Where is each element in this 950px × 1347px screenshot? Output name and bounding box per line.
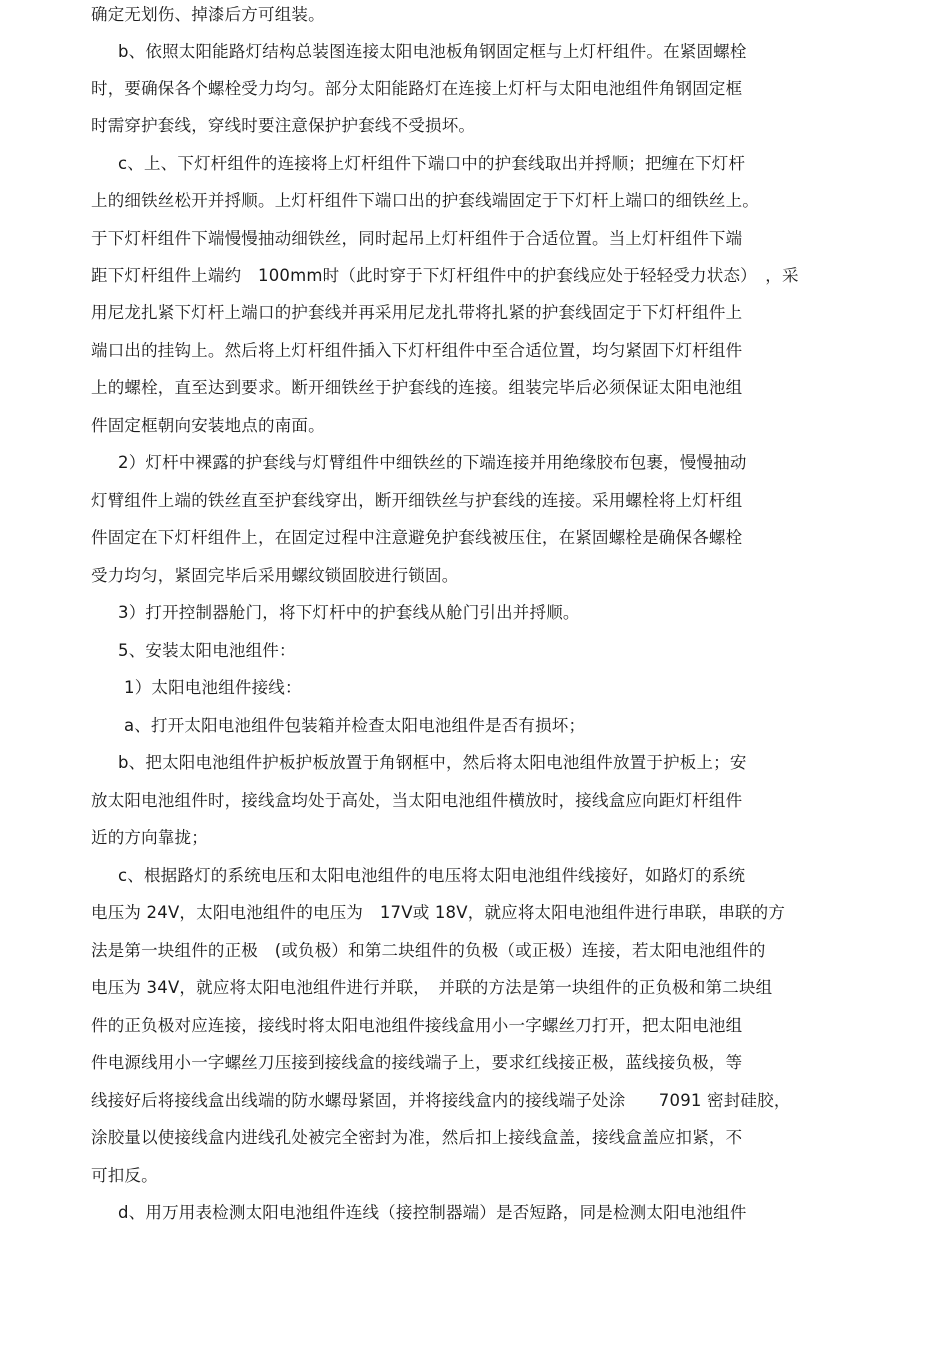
text-line: 可扣反。 xyxy=(91,1166,158,1185)
text-line: 时，要确保各个螺栓受力均匀。部分太阳能路灯在连接上灯杆与太阳电池组件角钢固定框 xyxy=(91,79,743,98)
section-heading: 5、安装太阳电池组件： xyxy=(118,641,296,660)
text-line: 线接好后将接线盒出线端的防水螺母紧固，并将接线盒内的接线端子处涂 7091 密封硅胶， xyxy=(91,1091,791,1110)
text-line: 法是第一块组件的正极 (或负极）和第二块组件的负极（或正极）连接，若太阳电池组件的 xyxy=(91,941,766,960)
text-line: 3）打开控制器舱门，将下灯杆中的护套线从舱门引出并捋顺。 xyxy=(118,603,580,622)
text-line: 于下灯杆组件下端慢慢抽动细铁丝，同时起吊上灯杆组件于合适位置。当上灯杆组件下端 xyxy=(91,229,743,248)
text-line: 件电源线用小一字螺丝刀压接到接线盒的接线端子上，要求红线接正极，蓝线接负极，等 xyxy=(91,1053,743,1072)
text-line: 近的方向靠拢； xyxy=(91,828,208,847)
text-line: 时需穿护套线，穿线时要注意保护护套线不受损坏。 xyxy=(91,116,476,135)
text-line: 上的细铁丝松开并捋顺。上灯杆组件下端口出的护套线端固定于下灯杆上端口的细铁丝上。 xyxy=(91,191,759,210)
text-line: c、上、下灯杆组件的连接将上灯杆组件下端口中的护套线取出并捋顺；把缠在下灯杆 xyxy=(118,154,746,173)
text-line: 电压为 34V，就应将太阳电池组件进行并联， 并联的方法是第一块组件的正负极和第二块组 xyxy=(91,978,773,997)
text-line: d、用万用表检测太阳电池组件连线（接控制器端）是否短路，同是检测太阳电池组件 xyxy=(118,1203,747,1222)
text-line: 件的正负极对应连接，接线时将太阳电池组件接线盒用小一字螺丝刀打开，把太阳电池组 xyxy=(91,1016,743,1035)
text-line: 上的螺栓，直至达到要求。断开细铁丝于护套线的连接。组装完毕后必须保证太阳电池组 xyxy=(91,378,743,397)
text-line: 件固定在下灯杆组件上，在固定过程中注意避免护套线被压住，在紧固螺栓是确保各螺栓 xyxy=(91,528,743,547)
text-line: a、打开太阳电池组件包装箱并检查太阳电池组件是否有损坏； xyxy=(124,716,586,735)
text-line: 受力均匀，紧固完毕后采用螺纹锁固胶进行锁固。 xyxy=(91,566,459,585)
text-line: c、根据路灯的系统电压和太阳电池组件的电压将太阳电池组件线接好，如路灯的系统 xyxy=(118,866,746,885)
text-line: b、依照太阳能路灯结构总装图连接太阳电池板角钢固定框与上灯杆组件。在紧固螺栓 xyxy=(118,42,747,61)
text-line: 涂胶量以使接线盒内进线孔处被完全密封为准，然后扣上接线盒盖，接线盒盖应扣紧，不 xyxy=(91,1128,743,1147)
subsection-heading: 1）太阳电池组件接线： xyxy=(124,678,302,697)
text-line: 2）灯杆中裸露的护套线与灯臂组件中细铁丝的下端连接并用绝缘胶布包裹，慢慢抽动 xyxy=(118,453,747,472)
text-line: 用尼龙扎紧下灯杆上端口的护套线并再采用尼龙扎带将扎紧的护套线固定于下灯杆组件上 xyxy=(91,303,743,322)
text-line: 距下灯杆组件上端约 100mm时（此时穿于下灯杆组件中的护套线应处于轻轻受力状态） ，采 xyxy=(91,266,799,285)
text-line: 件固定框朝向安装地点的南面。 xyxy=(91,416,325,435)
text-line: 确定无划伤、掉漆后方可组装。 xyxy=(91,5,325,24)
text-line: 端口出的挂钩上。然后将上灯杆组件插入下灯杆组件中至合适位置，均匀紧固下灯杆组件 xyxy=(91,341,743,360)
text-line: 电压为 24V，太阳电池组件的电压为 17V或 18V，就应将太阳电池组件进行串联，串联的方 xyxy=(91,903,786,922)
text-line: 灯臂组件上端的铁丝直至护套线穿出，断开细铁丝与护套线的连接。采用螺栓将上灯杆组 xyxy=(91,491,743,510)
text-line: b、把太阳电池组件护板护板放置于角钢框中，然后将太阳电池组件放置于护板上；安 xyxy=(118,753,747,772)
text-line: 放太阳电池组件时，接线盒均处于高处，当太阳电池组件横放时，接线盒应向距灯杆组件 xyxy=(91,791,743,810)
